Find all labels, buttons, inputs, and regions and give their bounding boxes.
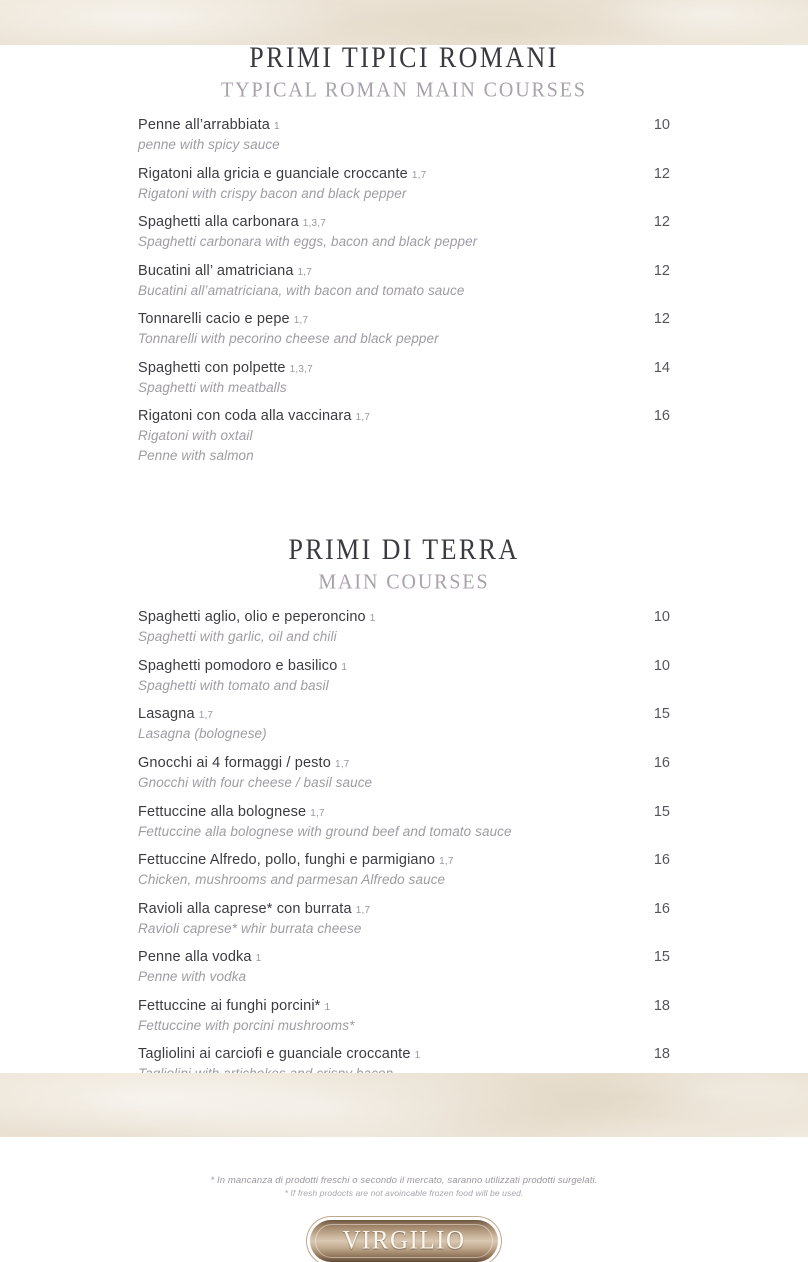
menu-item-name-group [138, 997, 330, 1015]
section-subtitle: TYPICAL ROMAN MAIN COURSES [221, 78, 587, 102]
allergen-codes: 1 [273, 121, 280, 132]
allergen-codes: 1 [414, 1050, 421, 1062]
menu-item-row [138, 310, 670, 328]
menu-item [138, 213, 670, 251]
logo-plaque [310, 1220, 498, 1262]
menu-item-description: Fettuccine with porcini mushrooms* [138, 1017, 355, 1033]
menu-item-list [0, 116, 808, 464]
menu-item-description: Fettuccine alla bolognese with ground beef and tomato sauce [138, 823, 512, 839]
menu-item-name: Tagliolini ai carciofi e guanciale croccante [138, 1046, 411, 1063]
menu-item-name: Fettuccine ai funghi porcini* [138, 997, 321, 1014]
menu-item-price: 18 [653, 997, 670, 1014]
menu-item-description: Penne with vodka [138, 969, 247, 985]
allergen-codes: 1,7 [355, 904, 371, 916]
menu-item-name-group [138, 851, 454, 869]
menu-item [138, 608, 670, 646]
menu-item [138, 116, 670, 154]
menu-item-name-group [138, 116, 280, 134]
menu-item-row [138, 407, 670, 425]
menu-item [138, 948, 670, 986]
allergen-codes: 1,7 [293, 315, 309, 327]
menu-item-description: Tonnarelli with pecorino cheese and black pepper [138, 331, 439, 347]
menu-item [138, 407, 670, 464]
menu-item-row [138, 851, 670, 869]
menu-item-row [138, 1045, 670, 1063]
menu-item [138, 310, 670, 348]
menu-item-description: Lasagna (bolognese) [138, 726, 267, 742]
menu-item-row [138, 803, 670, 821]
menu-item-list [0, 608, 808, 1131]
menu-item-price: 10 [653, 657, 670, 674]
decorative-band-top [0, 0, 808, 45]
menu-item-row [138, 997, 670, 1015]
menu-item-name-group [138, 900, 370, 918]
menu-item-name: Fettuccine Alfredo, pollo, funghi e parmigiano [138, 852, 436, 869]
menu-item-name: Spaghetti pomodoro e basilico [138, 657, 338, 674]
menu-item-description: Spaghetti with meatballs [138, 379, 287, 395]
allergen-codes: 1,7 [334, 759, 350, 771]
brand-logo [0, 1220, 808, 1262]
menu-item [138, 754, 670, 792]
menu-item-price: 16 [653, 408, 670, 425]
menu-item-name-group [138, 608, 376, 626]
menu-section [0, 41, 808, 464]
menu-item-price: 10 [653, 117, 670, 133]
menu-item [138, 359, 670, 397]
menu-item-name-group [138, 213, 326, 231]
menu-item-name-group [138, 803, 325, 821]
menu-item [138, 165, 670, 203]
menu-item-row [138, 948, 670, 966]
menu-page [0, 41, 808, 1256]
menu-item [138, 851, 670, 889]
allergen-codes: 1 [324, 1001, 331, 1013]
menu-item-price: 14 [653, 359, 670, 376]
menu-item [138, 900, 670, 938]
menu-section [0, 533, 808, 1131]
menu-item-name: Gnocchi ai 4 formaggi / pesto [138, 755, 331, 772]
menu-item-description: Penne with salmon [138, 447, 254, 463]
menu-item-row [138, 608, 670, 626]
menu-item-name-group [138, 165, 426, 183]
menu-item-name-group [138, 754, 349, 772]
menu-item [138, 705, 670, 743]
menu-item [138, 997, 670, 1035]
menu-item-description: Ravioli caprese* whir burrata cheese [138, 920, 362, 936]
menu-item-description: Spaghetti with garlic, oil and chili [138, 629, 337, 645]
menu-item-name-group [138, 310, 308, 328]
allergen-codes: 1 [255, 953, 262, 965]
menu-item-row [138, 165, 670, 183]
decorative-band-bottom [0, 1073, 808, 1137]
menu-item-price: 12 [653, 214, 670, 231]
allergen-codes: 1,3,7 [302, 218, 327, 230]
menu-item-name-group [138, 657, 347, 675]
menu-item-description: Spaghetti with tomato and basil [138, 677, 329, 693]
section-title: PRIMI DI TERRA [288, 533, 520, 567]
section-spacer [0, 475, 808, 537]
section-header [0, 41, 808, 103]
menu-item-name: Bucatini all’ amatriciana [138, 262, 294, 279]
menu-item-price: 16 [653, 900, 670, 917]
menu-item-name-group [138, 407, 370, 425]
menu-item-row [138, 116, 670, 134]
menu-item-name: Penne alla vodka [138, 949, 252, 966]
menu-item-name: Spaghetti alla carbonara [138, 214, 299, 231]
menu-item-description: penne with spicy sauce [138, 137, 280, 152]
menu-item-row [138, 262, 670, 280]
menu-item-price: 12 [653, 311, 670, 328]
menu-item-price: 16 [653, 755, 670, 772]
menu-item-name-group [138, 948, 261, 966]
menu-item-price: 15 [653, 949, 670, 966]
menu-item-description: Gnocchi with four cheese / basil sauce [138, 775, 373, 791]
menu-item-description: Chicken, mushrooms and parmesan Alfredo sauce [138, 872, 446, 888]
section-title: PRIMI TIPICI ROMANI [249, 41, 559, 74]
allergen-codes: 1,7 [411, 169, 427, 181]
footnote-italian: * In mancanza di prodotti freschi o secondo il mercato, saranno utilizzati prodotti surgelati. [210, 1175, 598, 1187]
section-subtitle: MAIN COURSES [318, 570, 490, 595]
allergen-codes: 1 [369, 613, 376, 625]
menu-item-name: Lasagna [138, 706, 195, 723]
allergen-codes: 1,7 [198, 710, 214, 722]
menu-item [138, 657, 670, 695]
menu-item-price: 18 [653, 1046, 670, 1063]
allergen-codes: 1,7 [439, 856, 454, 868]
menu-item-name: Tonnarelli cacio e pepe [138, 311, 290, 328]
menu-item-price: 15 [653, 803, 670, 820]
menu-item-price: 12 [653, 165, 670, 182]
allergen-codes: 1,7 [297, 266, 313, 278]
menu-item-name: Rigatoni con coda alla vaccinara [138, 408, 352, 425]
menu-item-row [138, 213, 670, 231]
allergen-codes: 1,7 [310, 807, 325, 819]
menu-item-name-group [138, 262, 312, 280]
footnote-english: * If fresh prodocts are not avoincable frozen food will be used. [284, 1188, 524, 1199]
section-header [0, 533, 808, 595]
menu-item-name: Penne all’arrabbiata [138, 117, 270, 133]
menu-item-row [138, 705, 670, 723]
menu-item-description: Bucatini all’amatriciana, with bacon and tomato sauce [138, 282, 465, 298]
menu-item-name: Ravioli alla caprese* con burrata [138, 900, 352, 917]
menu-item-row [138, 754, 670, 772]
allergen-codes: 1,7 [355, 412, 371, 424]
menu-item-name: Spaghetti aglio, olio e peperoncino [138, 609, 366, 626]
menu-sections [0, 41, 808, 1131]
allergen-codes: 1 [341, 661, 348, 673]
menu-item-description: Spaghetti carbonara with eggs, bacon and black pepper [138, 234, 478, 250]
menu-item-row [138, 900, 670, 918]
menu-item-name-group [138, 359, 313, 377]
menu-item [138, 262, 670, 300]
menu-item-price: 15 [653, 706, 670, 723]
allergen-codes: 1,3,7 [289, 363, 313, 375]
menu-item-row [138, 359, 670, 377]
menu-item-name-group [138, 705, 213, 723]
menu-item-price: 16 [653, 852, 670, 869]
menu-item-description: Rigatoni with oxtail [138, 428, 253, 444]
menu-item [138, 803, 670, 841]
menu-item-name: Rigatoni alla gricia e guanciale croccante [138, 165, 408, 182]
menu-item-price: 10 [653, 609, 670, 626]
logo-text: VIRGILIO [342, 1226, 466, 1256]
menu-item-name-group [138, 1045, 420, 1063]
menu-item-row [138, 657, 670, 675]
menu-item-description: Rigatoni with crispy bacon and black pepper [138, 185, 407, 201]
menu-item-name: Spaghetti con polpette [138, 359, 286, 376]
footnotes [0, 1175, 808, 1198]
menu-item-name: Fettuccine alla bolognese [138, 803, 307, 820]
menu-item-price: 12 [653, 262, 670, 279]
